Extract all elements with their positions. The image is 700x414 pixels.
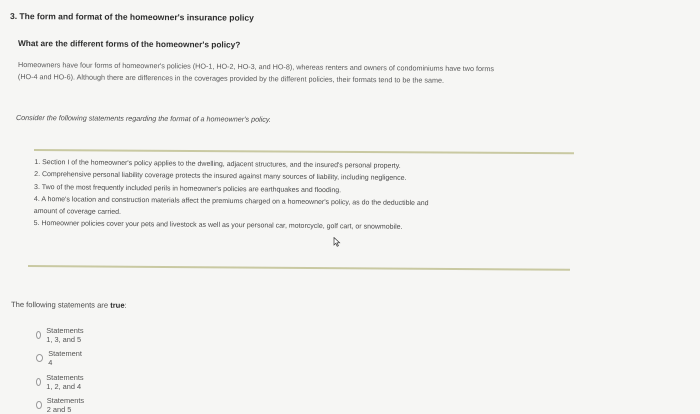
- option-label: Statement 4: [48, 349, 82, 367]
- divider-top: [34, 149, 574, 154]
- prompt-text: The following statements are: [10, 300, 109, 310]
- answer-option-4[interactable]: [36, 396, 86, 414]
- radio-button[interactable]: [36, 354, 43, 362]
- radio-button[interactable]: [36, 331, 41, 339]
- answer-option-1[interactable]: [36, 326, 86, 344]
- intro-line-1: Homeowners have four forms of homeowner's policies (HO-1, HO-2, HO-3, and HO-8), whereas renters and owners of condominiums have two forms: [18, 60, 495, 74]
- statement-3: 3. Two of the most frequently included perils in homeowner's policies are earthquakes and flooding.: [34, 183, 342, 194]
- statement-1: 1. Section I of the homeowner's policy applies to the dwelling, adjacent structures, and the insured's personal property.: [34, 159, 401, 170]
- consider-instruction: Consider the following statements regarding the format of a homeowner's policy.: [15, 113, 271, 124]
- option-label: Statements 1, 2, and 4: [46, 373, 84, 391]
- intro-line-2: (HO-4 and HO-6). Although there are differences in the coverages provided by the different policies, their formats tend to be the same.: [17, 71, 445, 85]
- statement-4-continuation: amount of coverage carried.: [33, 208, 122, 217]
- answer-option-2[interactable]: [36, 349, 83, 367]
- statement-2: 2. Comprehensive personal liability coverage protects the insured against many sources of liability, including negligence.: [34, 171, 407, 183]
- radio-button[interactable]: [36, 401, 42, 409]
- divider-bottom: [28, 265, 570, 271]
- question-subtitle: What are the different forms of the homeowner's policy?: [17, 38, 241, 50]
- option-label: Statements 2 and 5: [46, 396, 85, 414]
- radio-button[interactable]: [36, 378, 41, 386]
- statement-5: 5. Homeowner policies cover your pets and livestock as well as your personal car, motorcycle, golf cart, or snowmobile.: [33, 220, 403, 232]
- answer-prompt: [11, 300, 127, 310]
- statement-4: 4. A home's location and construction materials affect the premiums charged on a homeowner's policy, as do the deductible and: [33, 195, 429, 208]
- prompt-emphasis: true: [110, 300, 125, 310]
- prompt-suffix: :: [124, 300, 127, 310]
- statements-list: [34, 157, 555, 236]
- answer-option-3[interactable]: [36, 373, 86, 391]
- question-title: 3. The form and format of the homeowner's insurance policy: [9, 11, 254, 23]
- mouse-cursor-icon: [333, 237, 341, 247]
- option-label: Statements 1, 3, and 5: [46, 326, 84, 344]
- intro-paragraph: [18, 59, 618, 88]
